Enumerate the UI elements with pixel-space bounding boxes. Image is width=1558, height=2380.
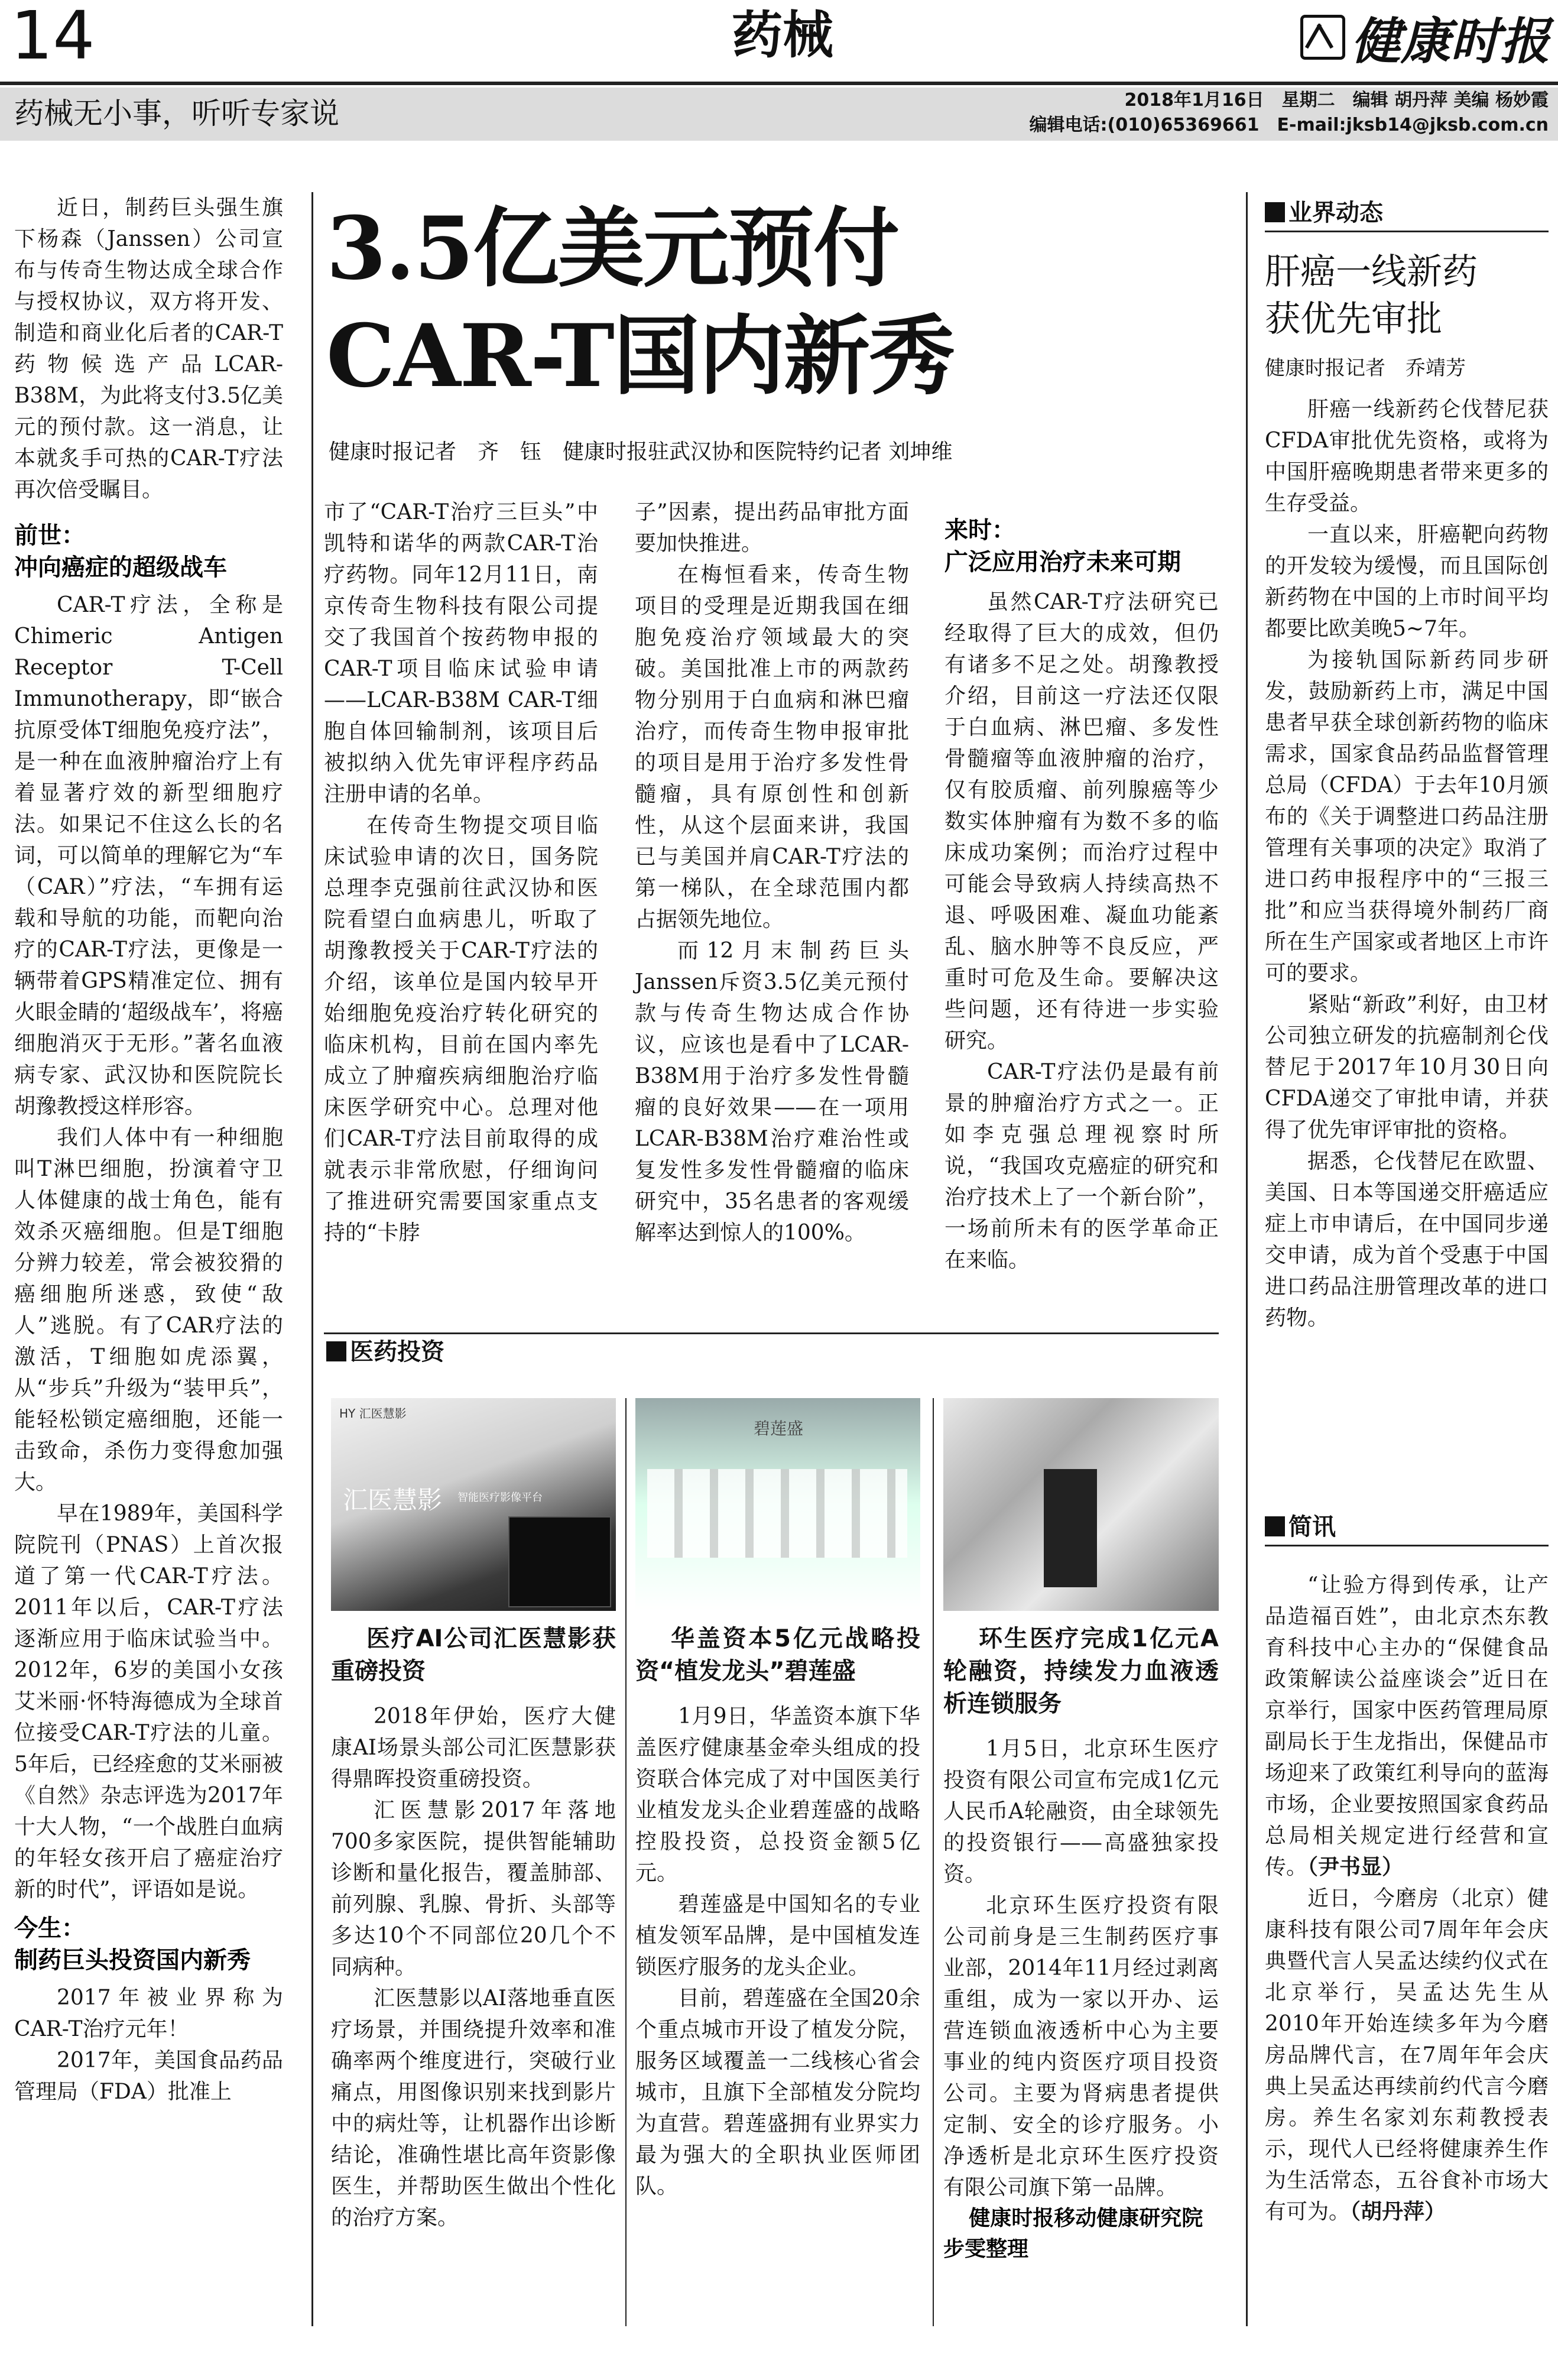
section-rule — [1265, 1545, 1549, 1546]
brief-item — [1265, 1883, 1549, 2227]
section-square-icon — [326, 1341, 346, 1361]
heading-future: 来时： — [944, 517, 1015, 544]
paragraph: 在梅恒看来，传奇生物项目的受理是近期我国在细胞免疫治疗领域最大的突破。美国批准上市的两款药物分别用于白血病和淋巴瘤治疗，而传奇生物申报审批的项目是用于治疗多发性骨髓瘤，具有原创性和创新性，从这个层面来讲，我国已与美国并肩CAR-T疗法的第一梯队，在全球范围内都占据领先地位。 — [635, 563, 909, 932]
lead-column-3 — [635, 497, 909, 1249]
section-label-text: 简讯 — [1288, 1513, 1336, 1541]
paragraph: 目前，碧莲盛在全国20余个重点城市开设了植发分院，服务区域覆盖一二线核心省会城市，且旗下全部植发分院均为直营。碧莲盛拥有业界实力最为强大的全职执业医师团队。 — [635, 1986, 920, 2199]
paragraph: 肝癌一线新药仑伐替尼获CFDA审批优先资格，或将为中国肝癌晚期患者带来更多的生存受益。 — [1265, 397, 1549, 515]
lead-title-line-2: CAR-T国内新秀 — [326, 306, 954, 407]
lead-column-1 — [14, 192, 283, 2107]
photo-bilian — [635, 1398, 920, 1611]
lead-title — [326, 195, 954, 410]
paragraph: 在传奇生物提交项目临床试验申请的次日，国务院总理李克强前往武汉协和医院看望白血病患儿，听取了胡豫教授关于CAR-T疗法的介绍，该单位是国内较早开始细胞免疫治疗转化研究的临床机构，目前在国内率先成立了肿瘤疾病细胞治疗临床医学研究中心。总理对他们CAR-T疗法目前取得的成就表示非常欣慰，仔细询问了推进研究需要国家重点支持的“卡脖 — [324, 813, 598, 1245]
paragraph: 紧贴“新政”利好，由卫材公司独立研发的抗癌制剂仑伐替尼于2017年10月30日向CFDA递交了审批申请，并获得了优先审评审批的资格。 — [1265, 993, 1549, 1142]
lead-column-2 — [324, 497, 598, 1249]
news-title-line-1: 肝癌一线新药 — [1265, 251, 1478, 293]
brief-text: 近日，今磨房（北京）健康科技有限公司7周年年会庆典暨代言人吴孟达续约仪式在北京举行，吴孟达先生从2010年开始连续多年为今磨房品牌代言，在7周年年会庆典上吴孟达再续前约代言今磨房。养生名家刘东莉教授表示，现代人已经将健康养生作为生活常态，五谷食补市场大有可为。 — [1265, 1886, 1549, 2224]
heading-past-sub: 冲向癌症的超级战车 — [14, 554, 227, 581]
paragraph: 子”因素，提出药品审批方面要加快推进。 — [635, 500, 909, 556]
heading-future-sub: 广泛应用治疗未来可期 — [944, 549, 1181, 576]
paragraph: 市了“CAR-T治疗三巨头”中凯特和诺华的两款CAR-T治疗药物。同年12月11日，南京传奇生物科技有限公司提交了我国首个按药物申报的CAR-T项目临床试验申请——LCAR-B38M CAR-T细胞自体回输制剂，该项目后被拟纳入优先审评程序药品注册申请的名单。 — [324, 500, 598, 806]
paragraph: 1月5日，北京环生医疗投资有限公司宣布完成1亿元人民币A轮融资，由全球领先的投资银行——高盛独家投资。 — [943, 1737, 1219, 1886]
section-label-text: 业界动态 — [1288, 199, 1383, 226]
paragraph: 一直以来，肝癌靶向药物的开发较为缓慢，而且国际创新药物在中国的上市时间平均都要比欧美晚5~7年。 — [1265, 523, 1549, 641]
paragraph: 为接轨国际新药同步研发，鼓励新药上市，满足中国患者早获全球创新药物的临床需求，国家食品药品监督管理总局（CFDA）于去年10月颁布的《关于调整进口药品注册管理有关事项的决定》取消了进口药申报程序中的“三报三批”和应当获得境外制药厂商所在生产国家或者地区上市许可的要求。 — [1265, 648, 1549, 985]
logo-text: 健康时报 — [1351, 11, 1550, 70]
news-byline: 健康时报记者 乔靖芳 — [1265, 356, 1466, 380]
photo-microscope — [1044, 1469, 1097, 1587]
paragraph: 2018年伊始，医疗大健康AI场景头部公司汇医慧影获得鼎晖投资重磅投资。 — [331, 1704, 616, 1791]
brief-signature: （尹书显） — [1307, 1855, 1404, 1879]
paragraph: 2017年，美国食品药品管理局（FDA）批准上 — [14, 2048, 283, 2104]
photo-huiyi — [331, 1398, 616, 1611]
paragraph: 我们人体中有一种细胞叫T淋巴细胞，扮演着守卫人体健康的战士角色，能有效杀灭癌细胞。但是T细胞分辨力较差，常会被狡猾的癌细胞所迷惑，致使“敌人”逃脱。有了CAR疗法的激活，T细胞如虎添翼，从“步兵”升级为“装甲兵”，能轻松锁定癌细胞，还能一击致命，杀伤力变得愈加强大。 — [14, 1126, 283, 1494]
brief-item — [1265, 1570, 1549, 1883]
logo — [1300, 5, 1550, 70]
news-title-line-2: 获优先审批 — [1265, 299, 1442, 340]
column-divider — [311, 192, 313, 2326]
paragraph: CAR-T疗法仍是最有前景的肿瘤治疗方式之一。正如李克强总理视察时所说，“我国攻克癌症的研究和治疗技术上了一个新台阶”，一场前所未有的医学革命正在来临。 — [944, 1060, 1219, 1272]
paragraph: 2017年被业界称为CAR-T治疗元年！ — [14, 1986, 283, 2041]
sidebar-news — [1265, 248, 1549, 1334]
paragraph: 北京环生医疗投资有限公司前身是三生制药医疗事业部，2014年11月经过剥离重组，成为一家以开办、运营连锁血液透析中心为主要事业的纯内资医疗项目投资公司。主要为肾病患者提供定制、安全的诊疗服务。小净透析是北京环生医疗投资有限公司旗下第一品牌。 — [943, 1893, 1219, 2200]
paragraph: 早在1989年，美国科学院院刊（PNAS）上首次报道了第一代CAR-T疗法。2011年以后，CAR-T疗法逐渐应用于临床试验当中。2012年，6岁的美国小女孩艾米丽·怀特海德成为全球首位接受CAR-T疗法的儿童。5年后，已经痊愈的艾米丽被《自然》杂志评选为2017年十大人物，“一个战胜白血病的年轻女孩开启了癌症治疗新的时代”，评语如是说。 — [14, 1502, 283, 1902]
invest-article-2 — [635, 1623, 920, 2202]
photo-people — [647, 1469, 907, 1558]
photo-brand: HY 汇医慧影 — [339, 1406, 407, 1421]
invest-headline: 医疗AI公司汇医慧影获重磅投资 — [331, 1625, 616, 1685]
contact-line: 编辑电话:(010)65369661 E-mail:jksb14@jksb.com.cn — [1029, 115, 1549, 135]
section-label-invest — [326, 1337, 444, 1367]
paragraph: 据悉，仑伐替尼在欧盟、美国、日本等国递交肝癌适应症上市申请后，在中国同步递交申请，成为首个受惠于中国进口药品注册管理改革的进口药物。 — [1265, 1149, 1549, 1330]
paragraph: 虽然CAR-T疗法研究已经取得了巨大的成效，但仍有诸多不足之处。胡豫教授介绍，目前这一疗法还仅限于白血病、淋巴瘤、多发性骨髓瘤等血液肿瘤的治疗，仅有胶质瘤、前列腺癌等少数实体肿瘤有为数不多的临床成功案例；而治疗过程中可能会导致病人持续高热不退、呼吸困难、凝血功能紊乱、脑水肿等不良反应，严重时可危及生命。要解决这些问题，还有待进一步实验研究。 — [944, 590, 1219, 1053]
paragraph: 汇医慧影以AI落地垂直医疗场景，并围绕提升效率和准确率两个维度进行，突破行业痛点，用图像识别来找到影片中的病灶等，让机器作出诊断结论，准确性堪比高年资影像医生，并帮助医生做出个性化的治疗方案。 — [331, 1986, 616, 2230]
invest-article-1 — [331, 1623, 616, 2233]
paragraph: 汇医慧影2017年落地700多家医院，提供智能辅助诊断和量化报告，覆盖肺部、前列腺、乳腺、骨折、头部等多达10个不同部位20几个不同病种。 — [331, 1798, 616, 1979]
photo-caption-sub: 智能医疗影像平台 — [457, 1491, 543, 1504]
lead-column-4 — [944, 514, 1219, 1276]
paragraph: CAR-T疗法，全称是Chimeric Antigen Receptor T-Cell Immunotherapy，即“嵌合抗原受体T细胞免疫疗法”，是一种在血液肿瘤治疗上有着显著疗效的新型细胞疗法。如果记不住这么长的名词，可以简单的理解它为“车（CAR）”疗法，“车拥有运载和导航的功能，而靶向治疗的CAR-T疗法，更像是一辆带着GPS精准定位、拥有火眼金睛的‘超级战车’，将癌细胞消灭于无形。”著名血液病专家、武汉协和医院院长胡豫教授这样形容。 — [14, 593, 283, 1118]
masthead-rule — [0, 82, 1558, 85]
column-divider — [625, 1398, 627, 2326]
logo-mark-icon — [1300, 15, 1345, 60]
photo-screen — [508, 1516, 611, 1607]
column-divider — [933, 1398, 934, 2326]
photo-brand: 碧莲盛 — [754, 1419, 804, 1438]
section-rule — [324, 1332, 1219, 1334]
photo-lab — [943, 1398, 1219, 1611]
paragraph: 1月9日，华盖资本旗下华盖医疗健康基金牵头组成的投资联合体完成了对中国医美行业植发龙头企业碧莲盛的战略控股投资，总投资金额5亿元。 — [635, 1704, 920, 1885]
section-rule — [1265, 231, 1549, 232]
section-square-icon — [1265, 202, 1285, 222]
heading-past: 前世： — [14, 522, 85, 549]
section-label-brief — [1265, 1512, 1336, 1542]
invest-article-3 — [943, 1623, 1219, 2265]
tagline: 药械无小事，听听专家说 — [14, 96, 339, 131]
sidebar-briefs — [1265, 1570, 1549, 2227]
brief-signature: （胡丹萍） — [1350, 2200, 1446, 2224]
paragraph: 碧莲盛是中国知名的专业植发领军品牌，是中国植发连锁医疗服务的龙头企业。 — [635, 1892, 920, 1979]
lead-title-line-1: 3.5亿美元预付 — [326, 198, 899, 299]
paragraph: 而12月末制药巨头Janssen斥资3.5亿美元预付款与传奇生物达成合作协议，应该也是看中了LCAR-B38M用于治疗多发性骨髓瘤的良好效果——在一项用LCAR-B38M治疗难治性或复发性多发性骨髓瘤的临床研究中，35名患者的客观缓解率达到惊人的100%。 — [635, 939, 909, 1245]
invest-credit: 健康时报移动健康研究院步雯整理 — [943, 2206, 1203, 2261]
column-divider — [1246, 192, 1248, 2326]
section-square-icon — [1265, 1516, 1285, 1536]
invest-headline: 环生医疗完成1亿元A轮融资，持续发力血液透析连锁服务 — [943, 1625, 1219, 1717]
photo-caption-title: 汇医慧影 — [343, 1486, 443, 1515]
section-label-industry — [1265, 198, 1383, 228]
invest-headline: 华盖资本5亿元战略投资“植发龙头”碧莲盛 — [635, 1625, 920, 1685]
section-label-text: 医药投资 — [350, 1338, 444, 1366]
heading-now-sub: 制药巨头投资国内新秀 — [14, 1947, 251, 1974]
date-line: 2018年1月16日 星期二 编辑 胡丹萍 美编 杨妙霞 — [1124, 90, 1549, 111]
heading-now: 今生： — [14, 1915, 85, 1942]
lead-byline: 健康时报记者 齐 钰 健康时报驻武汉协和医院特约记者 刘坤维 — [329, 440, 953, 464]
page-number: 14 — [11, 0, 95, 74]
lead-intro: 近日，制药巨头强生旗下杨森（Janssen）公司宣布与传奇生物达成全球合作与授权协议，双方将开发、制造和商业化后者的CAR-T药物候选产品LCAR-B38M，为此将支付3.5亿美元的预付款。这一消息，让本就炙手可热的CAR-T疗法再次倍受瞩目。 — [14, 196, 283, 502]
brief-text: “让验方得到传承，让产品造福百姓”，由北京杰东教育科技中心主办的“保健食品政策解读公益座谈会”近日在京举行，国家中医药管理局原副局长于生龙指出，保健品市场迎来了政策红利导向的蓝海市场，企业要按照国家食药品总局相关规定进行经营和宣传。 — [1265, 1573, 1549, 1879]
section-title: 药械 — [732, 6, 833, 65]
